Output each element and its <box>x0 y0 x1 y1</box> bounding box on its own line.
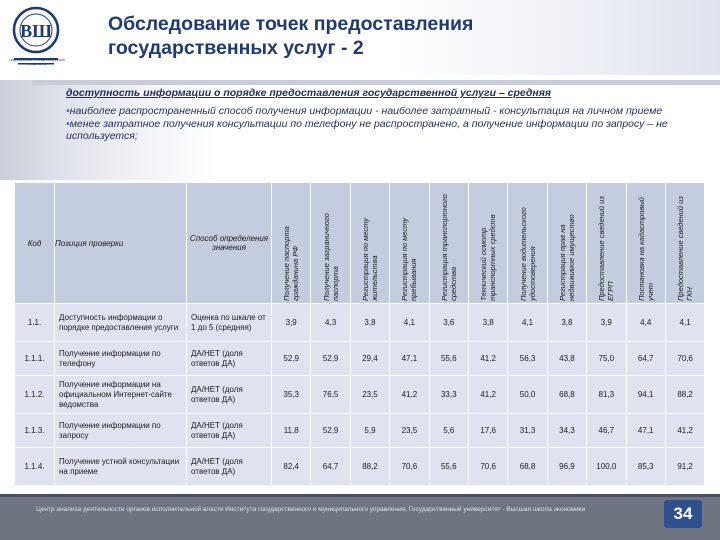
row-code: 1.1.2. <box>15 376 55 414</box>
survey-table <box>14 182 705 486</box>
cell-value: 34,3 <box>547 414 586 448</box>
cell-value: 100,0 <box>587 448 626 486</box>
cell-value: 4,1 <box>665 304 704 342</box>
col-header-code: Код <box>15 183 55 304</box>
row-code: 1.1. <box>15 304 55 342</box>
info-block <box>0 80 720 180</box>
slide-footer <box>0 494 720 540</box>
row-method: ДА/НЕТ (доля ответов ДА) <box>187 448 272 486</box>
row-method: ДА/НЕТ (доля ответов ДА) <box>187 376 272 414</box>
cell-value: 75,0 <box>587 342 626 376</box>
table-row <box>15 342 705 376</box>
cell-value: 52,9 <box>311 342 350 376</box>
col-header-service: Получение заграничного паспорта <box>311 183 350 304</box>
cell-value: 94,1 <box>626 376 665 414</box>
bullet-icon: • <box>66 105 70 117</box>
cell-value: 4,3 <box>311 304 350 342</box>
cell-value: 70,6 <box>468 448 507 486</box>
slide-header <box>0 0 720 75</box>
col-header-service: Регистрация транспортного средства <box>429 183 468 304</box>
info-divider <box>32 80 720 85</box>
cell-value: 50,0 <box>508 376 547 414</box>
page-number: 34 <box>664 500 702 528</box>
row-position: Получение информации по телефону <box>55 342 187 376</box>
col-header-service: Получение водительского удостоверения <box>508 183 547 304</box>
cell-value: 68,8 <box>508 448 547 486</box>
cell-value: 5,6 <box>429 414 468 448</box>
cell-value: 52,9 <box>311 414 350 448</box>
row-code: 1.1.4. <box>15 448 55 486</box>
page-title <box>108 12 473 60</box>
col-header-service: Предоставление сведений из ЕГРП <box>587 183 626 304</box>
row-method: Оценка по шкале от 1 до 5 (средняя) <box>187 304 272 342</box>
title-line-1: Обследование точек предоставления <box>108 13 474 35</box>
cell-value: 3,9 <box>272 304 311 342</box>
table-row <box>15 304 705 342</box>
cell-value: 4,1 <box>390 304 429 342</box>
cell-value: 23,5 <box>390 414 429 448</box>
cell-value: 88,2 <box>350 448 389 486</box>
title-line-2: государственных услуг - 2 <box>108 37 364 59</box>
cell-value: 41,2 <box>468 376 507 414</box>
table-header-row <box>15 183 705 304</box>
info-bullets <box>66 105 696 143</box>
footer-text: Центр анализа деятельности органов исполнительной власти Института государственного и муниципального управления, Государственный университет - Высшая школа экономики <box>36 506 586 513</box>
info-lead: доступность информации о порядке предоставления государственной услуги – средняя <box>66 87 552 99</box>
bullet-icon: • <box>66 117 70 130</box>
row-position: Получение информации по запросу <box>55 414 187 448</box>
cell-value: 76,5 <box>311 376 350 414</box>
cell-value: 68,8 <box>547 376 586 414</box>
cell-value: 3,6 <box>429 304 468 342</box>
cell-value: 46,7 <box>587 414 626 448</box>
cell-value: 4,4 <box>626 304 665 342</box>
col-header-service: Получение паспорта гражданина РФ <box>272 183 311 304</box>
cell-value: 88,2 <box>665 376 704 414</box>
col-header-service: Регистрация прав на недвижимое имущество <box>547 183 586 304</box>
cell-value: 55,6 <box>429 448 468 486</box>
cell-value: 33,3 <box>429 376 468 414</box>
cell-value: 47,1 <box>626 414 665 448</box>
cell-value: 41,2 <box>468 342 507 376</box>
table-row <box>15 414 705 448</box>
cell-value: 3,8 <box>468 304 507 342</box>
cell-value: 41,2 <box>665 414 704 448</box>
row-position: Получение устной консультации на приеме <box>55 448 187 486</box>
col-header-service: Постановка на кадастровый учет <box>626 183 665 304</box>
logo-caption: НАЦИОНАЛЬНЫЙ ИССЛЕДОВАТЕЛЬСКИЙ УНИВЕРСИТЕТ <box>9 58 65 66</box>
row-position: Получение информации на официальном Интернет-сайте ведомства <box>55 376 187 414</box>
cell-value: 56,3 <box>508 342 547 376</box>
cell-value: 23,5 <box>350 376 389 414</box>
cell-value: 82,4 <box>272 448 311 486</box>
cell-value: 11,8 <box>272 414 311 448</box>
info-bullet-2: •менее затратное получения консультации по телефону не распространено, а получение информации по запросу – не используется; <box>66 117 668 142</box>
cell-value: 64,7 <box>626 342 665 376</box>
cell-value: 5,9 <box>350 414 389 448</box>
row-code: 1.1.1. <box>15 342 55 376</box>
cell-value: 31,3 <box>508 414 547 448</box>
cell-value: 55,6 <box>429 342 468 376</box>
cell-value: 29,4 <box>350 342 389 376</box>
col-header-method: Способ определения значения <box>187 183 272 304</box>
cell-value: 35,3 <box>272 376 311 414</box>
cell-value: 70,6 <box>665 342 704 376</box>
cell-value: 96,9 <box>547 448 586 486</box>
cell-value: 4,1 <box>508 304 547 342</box>
col-header-service: Предоставление сведений из ГКН <box>665 183 704 304</box>
cell-value: 52,9 <box>272 342 311 376</box>
footer-divider <box>0 494 720 497</box>
col-header-service: Технический осмотр транспортных средств <box>468 183 507 304</box>
row-code: 1.1.3. <box>15 414 55 448</box>
cell-value: 85,3 <box>626 448 665 486</box>
col-header-service: Регистрация по месту жительства <box>350 183 389 304</box>
info-bullet-1: •наиболее распространенный способ получения информации - наиболее затратный - консультация на личном приеме <box>66 105 663 117</box>
cell-value: 3,8 <box>547 304 586 342</box>
row-method: ДА/НЕТ (доля ответов ДА) <box>187 342 272 376</box>
cell-value: 17,6 <box>468 414 507 448</box>
cell-value: 3,8 <box>350 304 389 342</box>
col-header-service: Регистрация по месту пребывания <box>390 183 429 304</box>
cell-value: 47,1 <box>390 342 429 376</box>
col-header-position: Позиция проверки <box>55 183 187 304</box>
cell-value: 3,9 <box>587 304 626 342</box>
row-method: ДА/НЕТ (доля ответов ДА) <box>187 414 272 448</box>
table-row <box>15 448 705 486</box>
table-row <box>15 376 705 414</box>
cell-value: 81,3 <box>587 376 626 414</box>
cell-value: 64,7 <box>311 448 350 486</box>
cell-value: 91,2 <box>665 448 704 486</box>
svg-text:ВШ: ВШ <box>20 21 52 41</box>
cell-value: 70,6 <box>390 448 429 486</box>
cell-value: 43,8 <box>547 342 586 376</box>
row-position: Доступность информации о порядке предоставления услуги <box>55 304 187 342</box>
cell-value: 41,2 <box>390 376 429 414</box>
